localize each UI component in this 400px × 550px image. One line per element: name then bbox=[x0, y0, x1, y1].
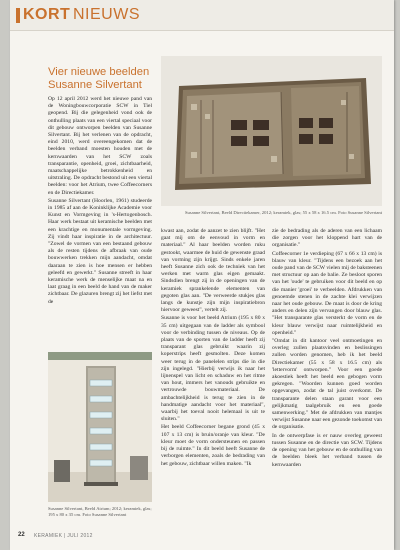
paragraph: Coffeecorner 1e verdieping (67 x 66 x 13 cm) is blauw van kleur. "Tijdens een bezoek aan het oude pand van de SCW vielen mij de baksteenen met structuur op aan de balie. Ze besloot sporen van het 'oude' te gebruiken voor dit beeld en op die manier 'groei' te verbeelden. Afdrukken van genoemde stenen in de zachte klei verwijzen naar het oude gebouw. De maat is door de kring anders en delen zijn vervangen door blauw glas. "Het transparante glas versterkt de vorm en de kleur blauw verwijst naar ruimtelijkheid en openheid." bbox=[272, 250, 382, 336]
article-title-line2: Susanne Silvertant bbox=[48, 79, 142, 91]
paragraph: Op 12 april 2012 werd het nieuwe pand van de Woningbouwcorporatie SCW in Tiel geopend. Bij die gelegenheid vond ook de onthulling plaats van een viertal speciaal voor dit gebouw ontworpen beelden van Susanne Silvertant. Bij het verlenen van de opdracht, eind 2010, werd overeengekomen dat de beelden verband moesten houden met de kernwaarden van het SCW zoals transparantie, openheid, groei, zichtbaarheid, maatschappelijke betrokkenheid en uitstraling. De opdracht bestond uit een viertal beelden: voor het Atrium, twee Coffeecorners en de Directiekamer. bbox=[48, 96, 152, 196]
paragraph: kwast aan, zodat de aanzet te zien blijft. "Het gaat mij om de eenvoud in vorm en materiaal." Al haar beelden worden ruku gestookt, waarmee de huid de gewenste graad van vorming zijn krijgt. Sinds enkele jaren heeft Susanne zich ook de techniek van het werken met warm glas eigen gemaakt. Sindsdien brengt zij in de openingen van de keramiek sprankelende elementen van gegoten glas aan. "De verweerde stukjes glas langs de kunstje zijn mijn inspiratiebron hiervoor geweest", vertelt zij. bbox=[161, 228, 265, 314]
section-header bbox=[10, 0, 394, 31]
section-title-bold: KORT bbox=[23, 6, 71, 23]
photo-caption: Susanne Silvertant, Beeld Directiekamer, 2012; keramiek, glas; 55 x 58 x 16.5 cm. Foto Susanne Silvertant bbox=[184, 210, 382, 215]
article-column-2 bbox=[161, 228, 265, 530]
article-title bbox=[48, 66, 168, 92]
sculpture-photo-atrium bbox=[48, 352, 152, 502]
paragraph: zie de bedrading als de aderen van een lichaam die zorgen voor het kloppend hart van de organisatie." bbox=[272, 228, 382, 249]
paragraph: "Omdat in dit kantoor veel ontmoetingen en overleg zullen plaatsvinden en beslissingen zullen worden genomen, heb ik het beeld Directiekamer (55 x 58 x 16.5 cm) als 'lettervorm' ontworpen." Voor een goede akoestiek heeft het beeld een gebogen vorm gekregen. "Woorden kunnen goed worden opgevangen, zodat de tal juist overkomt. De transparante delen staan garant voor een gelijkmatig taalgebruik en een goede samenwerking." Met de afdrukken van mantjes verwijst Susanne naar een gezonde toekomst van de organisatie. bbox=[272, 338, 382, 431]
magazine-name: KERAMIEK | JULI 2012 bbox=[34, 533, 93, 539]
magazine-page bbox=[10, 0, 394, 550]
article-column-1 bbox=[48, 96, 152, 352]
page-number: 22 bbox=[18, 532, 25, 538]
photo-caption: Susanne Silvertant, Beeld Atrium; 2012; keramiek, glas; 195 x 80 x 35 cm. Foto Susanne Silvertant bbox=[48, 506, 152, 517]
paragraph: Susanne is voor het beeld Atrium (195 x 80 x 35 cm) uitgegaan van de ladder als symbool voor de verbinding tussen de niveaus. Op de plaats van de sporten van de ladder heeft zij transparant glas gebruikt waarin zij koperstrips heeft gesmolten. Deze komen weer terug in de panelelen strips die in die zijn ingelegd. "Hierbij verwijs ik naar het lijnenspel van licht en schaduw en het ritme van hout, immers het vanouds gebruikte en vertrouwde bouwmateriaal. De ambachtelijkheid is terug te zien in de handmatige aandacht voor het materiaal", waarbij het toeval nooit helemaal is uit te sluiten." bbox=[161, 315, 265, 423]
paragraph: Het beeld Coffeecorner begane grond (45 x 107 x 13 cm) is bruin/oranje van kleur. "De kleur moet de vorm ondersteunen en passen bij de ruimte." In dit beeld heeft Susanne de verborgen elementen, zoals de bedrading van het gebouw, zichtbaar willen maken. "Ik bbox=[161, 424, 265, 467]
header-accent-bar bbox=[16, 8, 20, 23]
paragraph: In de ontwerpfase is er nauw overleg geweest tussen Susanne en de directie van SCW. Tijdens de opening van het gebouw en de onthulling van de beelden bleek het verband tussen de kernwaarden bbox=[272, 432, 382, 468]
section-title-light: NIEUWS bbox=[73, 6, 140, 23]
paragraph: Susanne Silvertant (Hoorlen, 1961) studeerde in 1985 af aan de Koninklijke Academie voor Kunst en Vormgeving in 's-Hertogenbosch. Haar werk bestaat uit keramische beelden met een krachtige en monumentale vormgeving. Zij vindt haar inspiratie in de architectuur. "Zowel de vormen van een bestaand gebouw als de resten tijdens de afbraak van oude bouwwerken trekken mijn aandacht, omdat daaraan te zien is hoe mensen er hebben geleefd en gewerkt." Susanne streeft in haar keramische werk de menselijke maat na en laat graag in een beeld de hand van de maker zichtbaar. De glazuren brengt zij het liefst met de bbox=[48, 197, 152, 305]
sculpture-photo-directiekamer bbox=[161, 56, 382, 206]
article-title-line1: Vier nieuwe beelden bbox=[48, 66, 150, 78]
article-column-3 bbox=[272, 228, 382, 530]
